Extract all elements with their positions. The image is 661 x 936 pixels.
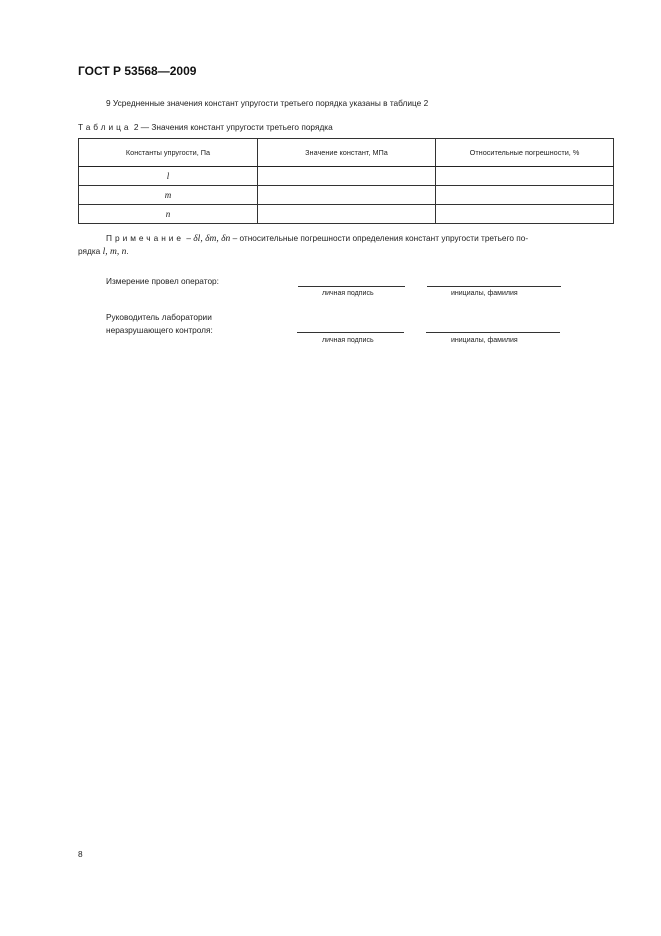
note-symbols-2: l, m, n — [102, 247, 127, 257]
table-cell — [436, 205, 614, 224]
table-cell — [258, 205, 436, 224]
note-line-1 — [106, 233, 528, 244]
table-row — [79, 186, 614, 205]
column-header: Константы упругости, Па — [79, 139, 258, 167]
name-line — [427, 286, 561, 287]
name-line — [426, 332, 560, 333]
signature-caption: личная подпись — [322, 290, 374, 297]
signature-line — [297, 332, 404, 333]
note-dash: – — [184, 233, 194, 243]
signature-line — [298, 286, 405, 287]
document-header: ГОСТ Р 53568—2009 — [78, 64, 197, 78]
table-row — [79, 167, 614, 186]
table-cell: m — [79, 186, 258, 205]
column-header: Значение констант, МПа — [258, 139, 436, 167]
table-cell: n — [79, 205, 258, 224]
table-cell — [258, 186, 436, 205]
table-cell — [258, 167, 436, 186]
table-row — [79, 205, 614, 224]
signature-label: Измерение провел оператор: — [106, 276, 219, 286]
table-caption-text: 2 — Значения констант упругости третьего порядка — [131, 122, 333, 132]
table-cell — [436, 167, 614, 186]
elastic-constants-table — [78, 138, 614, 224]
signature-caption: личная подпись — [322, 337, 374, 344]
paragraph-9: 9 Усредненные значения констант упругости третьего порядка указаны в таблице 2 — [106, 98, 429, 108]
name-caption: инициалы, фамилия — [451, 337, 518, 344]
name-caption: инициалы, фамилия — [451, 290, 518, 297]
note-prefix: Примечание — [106, 233, 185, 243]
column-header: Относительные погрешности, % — [436, 139, 614, 167]
table-cell — [436, 186, 614, 205]
signature-label: неразрушающего контроля: — [106, 325, 213, 335]
table-caption — [78, 122, 333, 132]
signature-label: Руководитель лаборатории — [106, 312, 212, 322]
page-number: 8 — [78, 849, 83, 859]
note-text-2: рядка — [78, 246, 103, 256]
table-caption-prefix: Таблица — [78, 122, 132, 132]
table-cell: l — [79, 167, 258, 186]
note-end: . — [126, 246, 129, 256]
note-line-2 — [78, 246, 129, 257]
note-text: – относительные погрешности определения констант упругости третьего по- — [230, 233, 529, 243]
note-symbols: δl, δm, δn — [193, 234, 231, 244]
table-header-row — [79, 139, 614, 167]
